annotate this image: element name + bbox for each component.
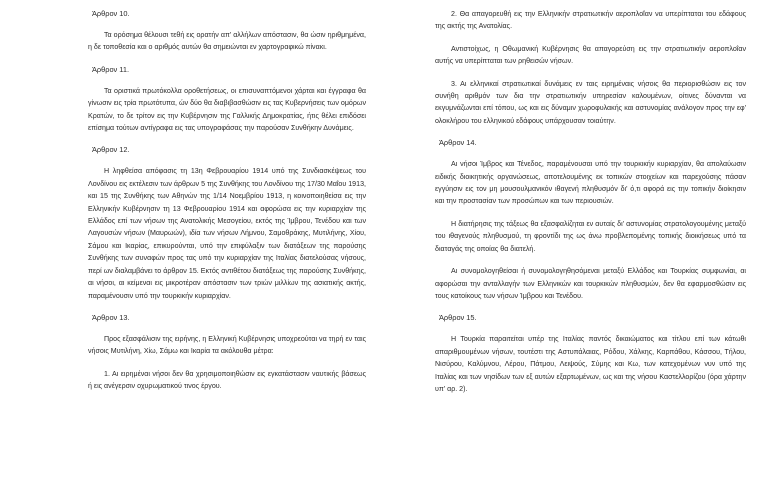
article-14-heading: Άρθρον 14. (439, 138, 477, 148)
right-page (380, 0, 760, 489)
article-15-paragraph-1: Η Τουρκία παραιτείται υπέρ της Ιταλίας παντός δικαιώματος και τίτλου επί των κάτωθι απαριθμουμένων νήσων, τουτέστι της Αστυπάλαιας, Ρόδου, Χάλκης, Καρπάθου, Κάσσου, Τήλου, Νισύρου, Καλύμνου, Λέρου, Πάτμου, Λειψούς, Σύμης και Κω, των κατεχομένων νυν υπό της Ιταλίας και των νησίδων των εξ αυτών εξαρτωμένων, ως και της νήσου Καστελλορίζου (όρα χάρτην υπ' αρ. 2). (435, 335, 746, 393)
article-13-paragraph-3: 3. Αι ελληνικαί στρατιωτικαί δυνάμεις εν ταις ειρημέναις νήσοις θα περιορισθώσιν εις τον συνήθη αριθμόν των δια την στρατιωτικήν υπηρεσίαν καλουμένων, οίτινες δύνανται να εκγυμνάζωνται επί τόπου, ως και εις δύναμιν χωροφυλακής και αστυνομίας ανάλογον προς την εφ' ολοκλήρου του ελληνικού εδάφους υπάρχουσαν τοιαύτην. (435, 79, 746, 125)
article-13-paragraph-2: 2. Θα απαγορευθή εις την Ελληνικήν στρατιωτικήν αεροπλοΐαν να υπερίπταται του εδάφους της ακτής της Ανατολίας. (435, 10, 746, 31)
article-11-heading: Άρθρον 11. (92, 64, 130, 74)
article-11-paragraph: Τα οριστικά πρωτόκολλα οροθετήσεως, οι επισυναπτόμενοι χάρται και έγγραφα θα γίνωσιν εις τρία πρωτότυπα, ών δύο θα διαβιβασθώσιν εις τας Κυβερνήσεις των ομόρων Κρατών, το δε τρίτον εις την Κυβέρνησιν της Γαλλικής Δημοκρατίας, ήτις θέλει επιδόσει επίσημα τούτων αντίγραφα εις τας υπογραφάσας την παρούσαν Συνθήκην Δυνάμεις. (88, 86, 366, 133)
article-13-heading: Άρθρον 13. (92, 312, 130, 322)
article-13-paragraph-1: 1. Αι ειρημέναι νήσοι δεν θα χρησιμοποιηθώσιν εις εγκατάστασιν ναυτικής βάσεως ή εις ανέγερσιν οχυρωματικού τινος έργου. (88, 369, 366, 391)
article-13-paragraph-intro: Προς εξασφάλισιν της ειρήνης, η Ελληνική Κυβέρνησις υποχρεούται να τηρή εν ταις νήσοις Μυτιλήνη, Χίω, Σάμω και Ικαρία τα ακόλουθα μέτρα: (88, 334, 366, 356)
article-10-heading: Άρθρον 10. (92, 9, 130, 18)
article-10-paragraph: Τα ορόσημα θέλουσι τεθή εις ορατήν απ' αλλήλων απόστασιν, θα ώσιν ηριθμημένα, η δε τοποθεσία και ο αριθμός αυτών θα σημειώνται εν χαρτογραφικώ πίνακι. (88, 31, 366, 52)
article-14-paragraph-1: Αι νήσοι Ίμβρος και Τένεδος, παραμένουσαι υπό την τουρκικήν κυριαρχίαν, θα απολαύωσιν ειδικής διοικητικής οργανώσεως, αποτελουμένης εκ τοπικών στοιχείων και παρεχούσης πάσαν εγγύησιν εις τον μη μουσουλμανικόν ιθαγενή πληθυσμόν δι' ό,τι αφορά εις την τοπικήν διοίκησιν και την προστασίαν των προσώπων και των περιουσιών. (435, 160, 746, 206)
article-14-paragraph-2: Η διατήρησις της τάξεως θα εξασφαλίζηται εν αυταίς δι' αστυνομίας στρατολογουμένης μεταξύ του ιθαγενούς πληθυσμού, τη φροντίδι της ως άνω προβλεπομένης τοπικής διοικήσεως υπό τα διαταγάς της οποίας θα διατελή. (435, 219, 746, 253)
article-13-paragraph-2b: Αντιστοίχως, η Οθωμανική Κυβέρνησις θα απαγορεύση εις την στρατιωτικήν αεροπλοΐαν αυτής να υπερίπταται των ρηθεισών νήσων. (435, 44, 746, 66)
article-12-heading: Άρθρον 12. (92, 145, 130, 155)
article-15-heading: Άρθρον 15. (439, 313, 477, 323)
article-14-paragraph-3: Αι συνομολογηθείσαι ή συνομολογηθησόμεναι μεταξύ Ελλάδος και Τουρκίας συμφωνίαι, αι αφορώσαι την ανταλλαγήν των Ελληνικών και τουρκικών πληθυσμών, δεν θα εφαρμοσθώσιν εις τους κατοίκους των νήσων Ίμβρου και Τενέδου. (435, 267, 746, 300)
article-12-paragraph: Η ληφθείσα απόφασις τη 13η Φεβρουαρίου 1914 υπό της Συνδιασκέψεως του Λονδίνου εις εκτέλεσιν των άρθρων 5 της Συνθήκης του Λονδίνου της 17/30 Μαΐου 1913, και 15 της Συνθήκης των Αθηνών της 1/14 Νοεμβρίου 1913, η κοινοποιηθείσα εις την Ελληνικήν Κυβέρνησιν τη 13 Φεβρουαρίου 1914 και αφορώσα εις την κυριαρχίαν της Ελλάδος επί των νήσων της Ανατολικής Μεσογείου, εκτός της Ίμβρου, Τενέδου και των Λαγουσών νήσων (Μαυρωών), ιδία των νήσων Λήμνου, Σαμοθράκης, Μυτιλήνης, Χίου, Σάμου και Ικαρίας, επικυρούνται, υπό την επιφύλαξιν των διατάξεων της παρούσης Συνθήκης των συναφών προς τας υπό την κυριαρχίαν της Ιταλίας διατελούσας νήσους, περί ων διαλαμβάνει το άρθρον 15. Εκτός αντιθέτου διατάξεως της παρούσης Συνθήκης, αι νήσοι, αι κείμεναι εις μικροτέραν απόστασιν των τριών μιλλίων της ασιατικής ακτής, παραμένουσιν υπό την τουρκικήν κυριαρχίαν. (88, 167, 366, 300)
